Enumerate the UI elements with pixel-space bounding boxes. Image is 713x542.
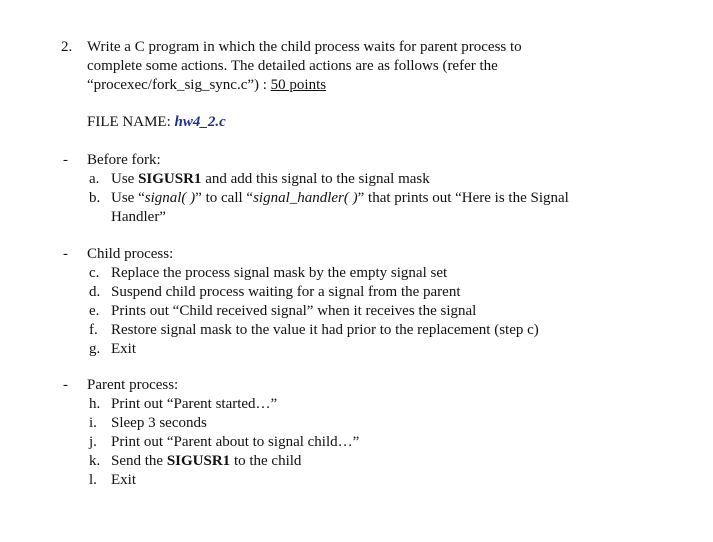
section-heading-parent-process: Parent process: [87,377,179,393]
item-g-text: Exit [111,341,136,357]
item-l-text: Exit [111,472,136,488]
question-number: 2. [61,39,73,55]
signal-name: SIGUSR1 [166,453,231,469]
file-name-line [87,113,226,132]
item-d-text: Suspend child process waiting for a signal from the parent [111,284,461,300]
item-letter: a. [89,171,100,187]
item-c-text: Replace the process signal mask by the empty signal set [111,265,448,281]
question-line-1: Write a C program in which the child process waits for parent process to [87,39,522,55]
file-name-label: FILE NAME: [87,114,175,130]
section-bullet: - [63,152,68,168]
item-b-text: Use “signal( )” to call “signal_handler( )” that prints out “Here is the Signal [111,190,569,206]
item-letter: b. [89,190,101,206]
item-i-text: Sleep 3 seconds [111,415,207,431]
signal-name: SIGUSR1 [138,171,202,187]
section-bullet: - [63,377,68,393]
question-line-2: complete some actions. The detailed actions are as follows (refer the [87,58,498,74]
item-k-text: Send the SIGUSR1 to the child [111,453,302,469]
item-letter: i. [89,415,97,431]
section-heading-before-fork: Before fork: [87,152,161,168]
points-value: 50 points [270,77,327,93]
item-a-text: Use SIGUSR1 and add this signal to the signal mask [111,171,430,187]
item-j-text: Print out “Parent about to signal child…” [111,434,360,450]
item-letter: l. [89,472,97,488]
item-h-text: Print out “Parent started…” [111,396,278,412]
item-letter: g. [89,341,101,357]
item-letter: j. [89,434,97,450]
file-name-value: hw4_2.c [174,114,226,130]
function-name: signal( ) [144,190,196,206]
item-letter: h. [89,396,101,412]
item-letter: e. [89,303,100,319]
item-letter: f. [89,322,98,338]
item-f-text: Restore signal mask to the value it had prior to the replacement (step c) [111,322,539,338]
function-name: signal_handler( ) [253,190,358,206]
item-letter: c. [89,265,100,281]
item-letter: d. [89,284,101,300]
source-file-reference: “procexec/fork_sig_sync.c”) : [87,77,271,93]
item-b-continuation: Handler” [111,209,166,225]
section-bullet: - [63,246,68,262]
section-heading-child-process: Child process: [87,246,174,262]
question-line-3 [87,76,326,95]
item-letter: k. [89,453,101,469]
item-e-text: Prints out “Child received signal” when it receives the signal [111,303,477,319]
